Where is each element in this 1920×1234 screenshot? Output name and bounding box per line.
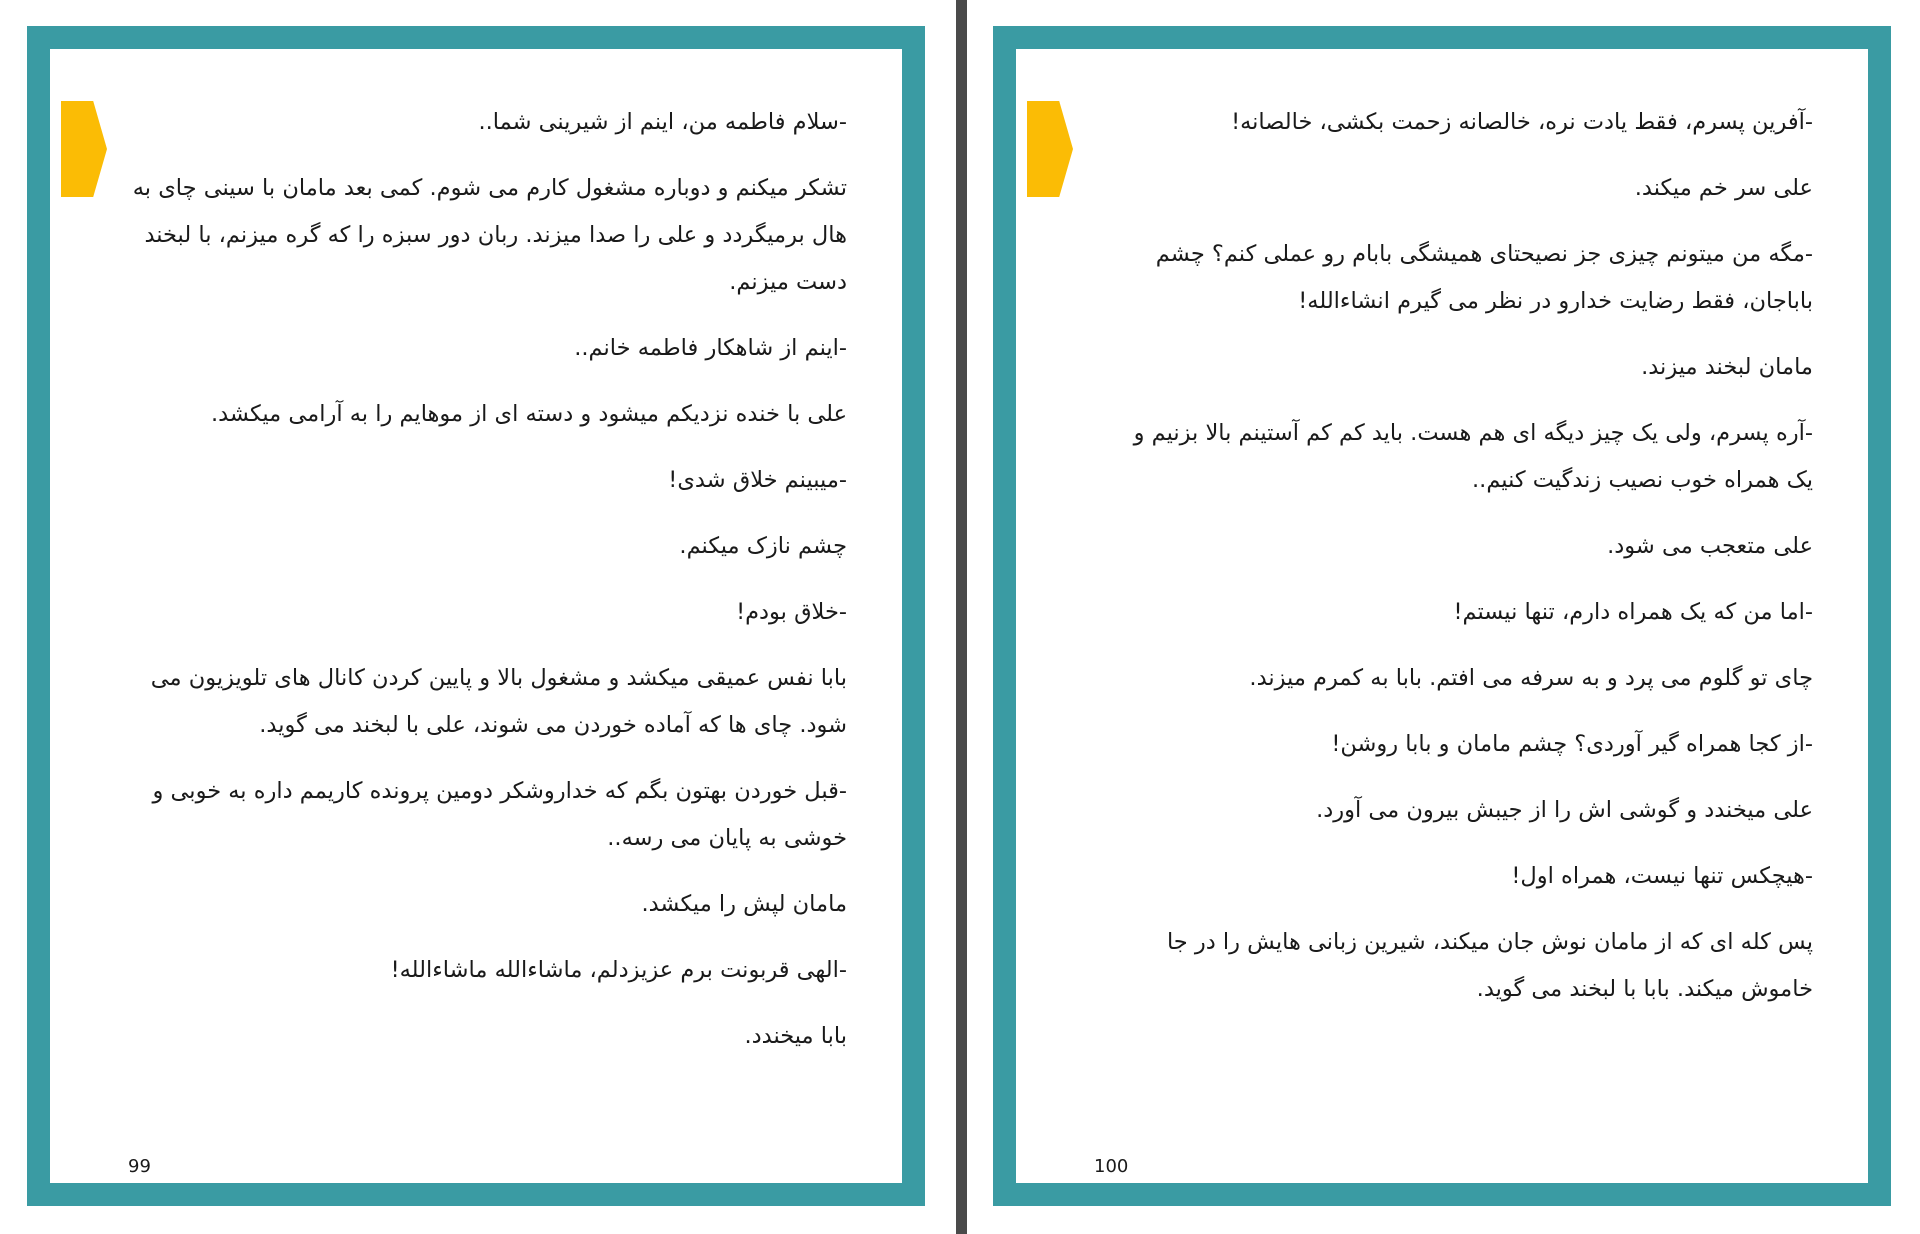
paragraph: -از کجا همراه گیر آوردی؟ چشم مامان و بابا روشن! [1331,731,1813,757]
page-number: 99 [128,1156,151,1177]
paragraph: -قبل خوردن بهتون بگم که خداروشکر دومین پرونده کاریمم داره به خوبی و خوشی به پایان می رسه.. [152,778,847,851]
paragraph: بابا نفس عمیقی میکشد و مشغول بالا و پایین کردن کانال های تلویزیون می شود. چای ها که آماده خوردن می شوند، علی با لبخند می گوید. [150,665,847,738]
page-number: 100 [1094,1156,1129,1177]
paragraph: تشکر میکنم و دوباره مشغول کارم می شوم. کمی بعد مامان با سینی چای به هال برمیگردد و علی را صدا میزند. ربان دور سبزه را که گره میزنم، با لبخند دست میزنم. [132,175,847,295]
page-text [1106,99,1813,1032]
paragraph: چشم نازک میکنم. [679,533,847,559]
page-text [128,99,847,1079]
page-content-area [50,49,902,1183]
paragraph: علی متعجب می شود. [1607,533,1813,559]
paragraph: -هیچکس تنها نیست، همراه اول! [1511,863,1813,889]
page-content-area [1016,49,1868,1183]
page-100 [993,26,1891,1206]
paragraph: پس کله ای که از مامان نوش جان میکند، شیرین زبانی هایش را در جا خاموش میکند. بابا با لبخند می گوید. [1166,929,1813,1002]
bookmark-icon [1027,101,1073,197]
bookmark-icon [61,101,107,197]
paragraph: -آره پسرم، ولی یک چیز دیگه ای هم هست. باید کم کم آستینم بالا بزنیم و یک همراه خوب نصیب زندگیت کنیم.. [1133,420,1813,493]
paragraph: مامان لپش را میکشد. [641,891,847,917]
paragraph: -سلام فاطمه من، اینم از شیرینی شما.. [478,109,847,135]
page-divider [956,0,967,1234]
paragraph: -میبینم خلاق شدی! [668,467,847,493]
paragraph: چای تو گلوم می پرد و به سرفه می افتم. بابا به کمرم میزند. [1249,665,1813,691]
paragraph: علی با خنده نزدیکم میشود و دسته ای از موهایم را به آرامی میکشد. [210,401,847,427]
paragraph: علی سر خم میکند. [1634,175,1813,201]
paragraph: -اینم از شاهکار فاطمه خانم.. [574,335,847,361]
paragraph: -خلاق بودم! [736,599,847,625]
paragraph: مامان لبخند میزند. [1641,354,1813,380]
paragraph: بابا میخندد. [744,1023,847,1049]
paragraph: -مگه من میتونم چیزی جز نصیحتای همیشگی بابام رو عملی کنم؟ چشم باباجان، فقط رضایت خدارو در نظر می گیرم انشاءالله! [1155,241,1813,314]
paragraph: -آفرین پسرم، فقط یادت نره، خالصانه زحمت بکشی، خالصانه! [1231,109,1813,135]
paragraph: -الهی قربونت برم عزیزدلم، ماشاءالله ماشاءالله! [390,957,847,983]
page-99 [27,26,925,1206]
paragraph: -اما من که یک همراه دارم، تنها نیستم! [1453,599,1813,625]
paragraph: علی میخندد و گوشی اش را از جیبش بیرون می آورد. [1316,797,1813,823]
